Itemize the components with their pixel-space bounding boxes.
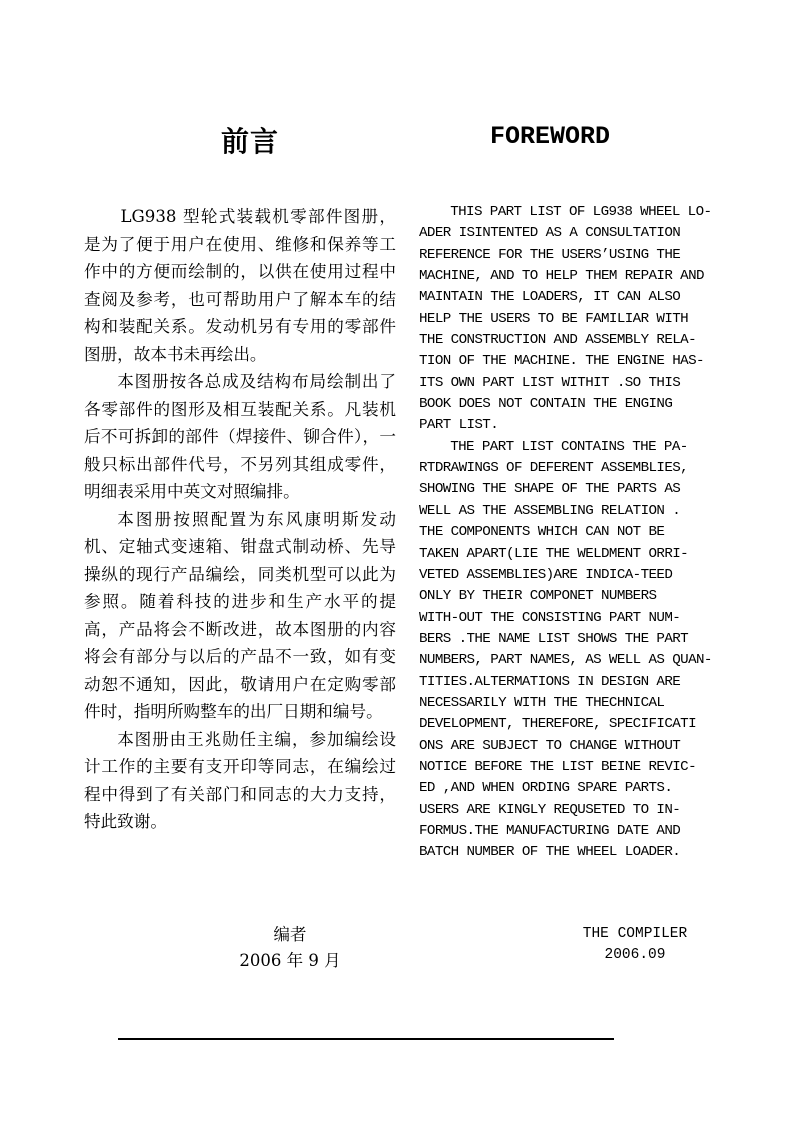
english-line: BOOK DOES NOT CONTAIN THE ENGING (419, 396, 673, 413)
title-english: FOREWORD (490, 122, 611, 151)
english-line: THIS PART LIST OF LG938 WHEEL LO- (450, 204, 712, 220)
english-line: NECESSARILY WITH THE THECHNICAL (419, 694, 665, 711)
chinese-paragraph: 本图册按各总成及结构布局绘制出了各零部件的图形及相互装配关系。凡装机后不可拆卸的部件（焊接件、铆合件），一般只标出部件代号，不另列其组成零件，明细表采用中英文对照编排。 (84, 372, 396, 501)
english-line: THE COMPONENTS WHICH CAN NOT BE (419, 524, 665, 541)
english-line: VETED ASSEMBLIES)ARE INDICA-TEED (419, 566, 673, 583)
english-line: ONLY BY THEIR COMPONET NUMBERS (419, 588, 657, 605)
english-line: ADER ISINTENTED AS A CONSULTATION (419, 225, 681, 242)
english-line: WITH-OUT THE CONSISTING PART NUM- (419, 609, 681, 626)
english-line: ED ,AND WHEN ORDING SPARE PARTS. (419, 780, 673, 797)
chinese-signature (200, 922, 380, 974)
english-line: PART LIST. (419, 417, 499, 434)
english-signature (560, 924, 710, 966)
english-line: DEVELOPMENT, THEREFORE, SPECIFICATI (419, 716, 696, 733)
chinese-paragraph: LG938 型轮式装载机零部件图册，是为了便于用户在使用、维修和保养等工作中的方便而绘制的，以供在使用过程中查阅及参考，也可帮助用户了解本车的结构和装配关系。发动机另有专用的零部件图册，故本书未再绘出。 (84, 207, 396, 364)
english-line: RTDRAWINGS OF DEFERENT ASSEMBLIES, (419, 460, 689, 477)
english-line: BERS .THE NAME LIST SHOWS THE PART (419, 630, 689, 647)
signature-author-en: THE COMPILER (582, 926, 688, 942)
english-line: ONS ARE SUBJECT TO CHANGE WITHOUT (419, 737, 681, 754)
english-line: TAKEN APART(LIE THE WELDMENT ORRI- (419, 545, 689, 562)
english-line: TITIES.ALTERMATIONS IN DESIGN ARE (419, 673, 681, 690)
english-line: SHOWING THE SHAPE OF THE PARTS AS (419, 481, 681, 498)
signature-author-cn: 编者 (273, 925, 307, 944)
footer-divider (118, 1038, 614, 1040)
chinese-paragraph: 本图册由王兆勋任主编，参加编绘设计工作的主要有支开印等同志，在编绘过程中得到了有关部门和同志的大力支持，特此致谢。 (84, 729, 396, 831)
english-line: WELL AS THE ASSEMBLING RELATION . (419, 502, 681, 519)
english-line: THE CONSTRUCTION AND ASSEMBLY RELA- (419, 332, 696, 349)
english-line: NUMBERS, PART NAMES, AS WELL AS QUAN- (419, 652, 712, 669)
english-body (419, 202, 733, 864)
english-line: FORMUS.THE MANUFACTURING DATE AND (419, 822, 681, 839)
english-line: THE PART LIST CONTAINS THE PA- (450, 438, 688, 455)
signature-date-en: 2006.09 (604, 947, 666, 963)
english-line: MAINTAIN THE LOADERS, IT CAN ALSO (419, 289, 681, 306)
english-line: HELP THE USERS TO BE FAMILIAR WITH (419, 310, 689, 327)
english-line: TION OF THE MACHINE. THE ENGINE HAS- (419, 353, 704, 370)
english-line: ITS OWN PART LIST WITHIT .SO THIS (419, 374, 681, 391)
english-line: BATCH NUMBER OF THE WHEEL LOADER. (419, 844, 681, 861)
title-chinese: 前言 (221, 125, 280, 158)
signature-date-cn: 2006 年 9 月 (239, 951, 341, 970)
chinese-body (84, 203, 396, 836)
english-paragraph (419, 202, 733, 437)
english-line: MACHINE, AND TO HELP THEM REPAIR AND (419, 268, 704, 285)
english-line: NOTICE BEFORE THE LIST BEINE REVIC- (419, 758, 696, 775)
english-line: REFERENCE FOR THE USERS’USING THE (419, 246, 681, 263)
chinese-paragraph: 本图册按照配置为东风康明斯发动机、定轴式变速箱、钳盘式制动桥、先导操纵的现行产品编绘，同类机型可以此为参照。随着科技的进步和生产水平的提高，产品将会不断改进，故本图册的内容将会有部分与以后的产品不一致，如有变动恕不通知，因此，敬请用户在定购零部件时，指明所购整车的出厂日期和编号。 (84, 509, 396, 721)
english-paragraph (419, 437, 733, 864)
english-line: USERS ARE KINGLY REQUSETED TO IN- (419, 801, 681, 818)
